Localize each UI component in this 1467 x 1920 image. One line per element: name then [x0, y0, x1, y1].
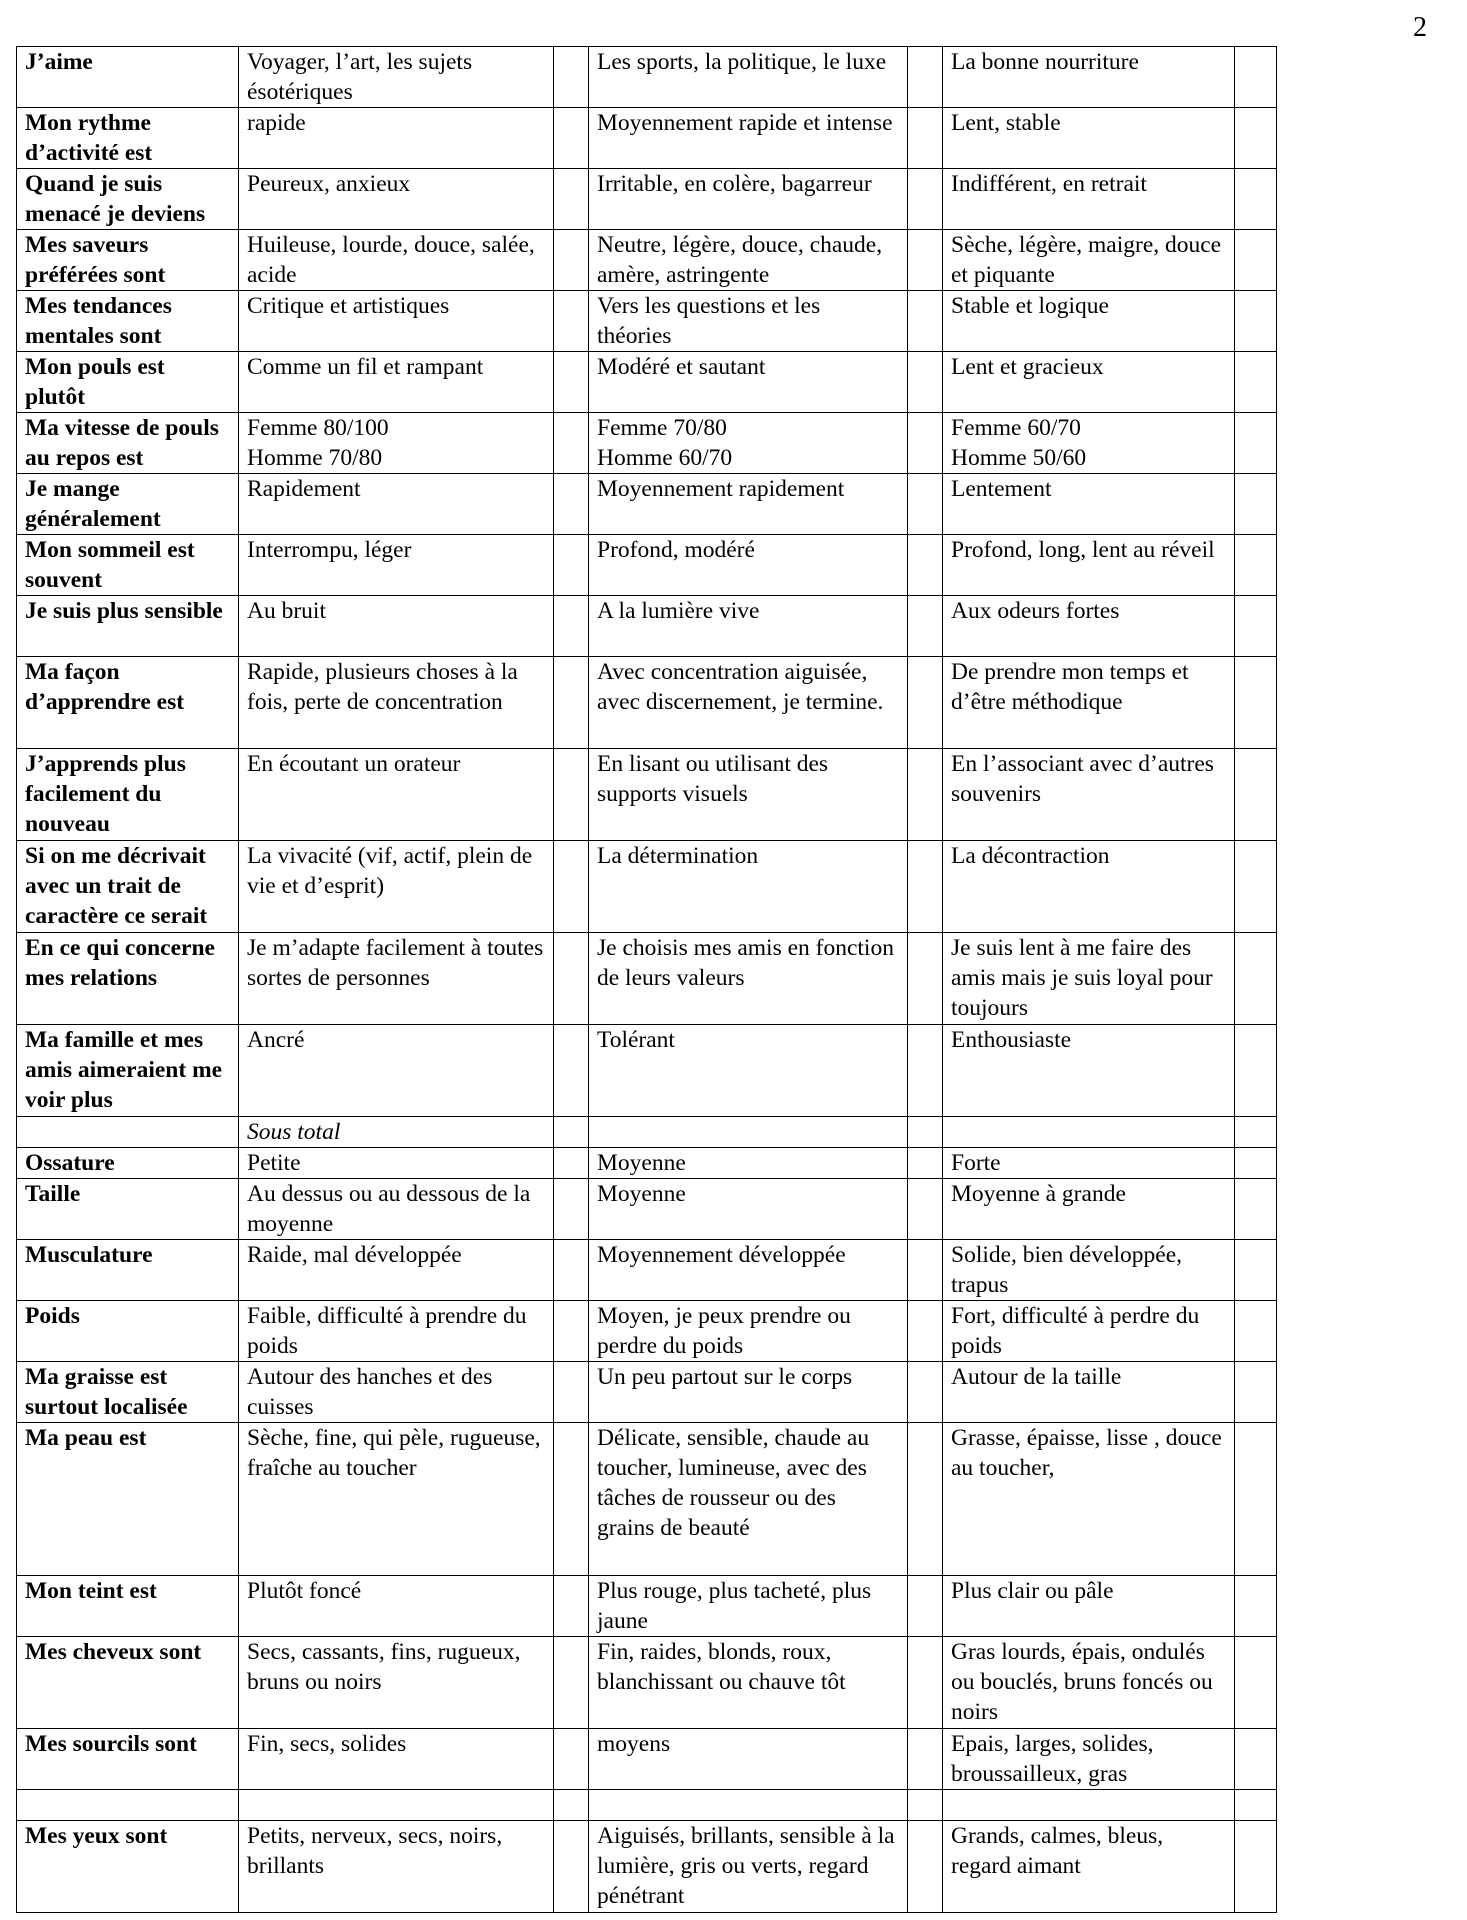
- answer-box-3[interactable]: [1235, 108, 1277, 169]
- answer-box-2[interactable]: [908, 230, 943, 291]
- page-number: 2: [1413, 12, 1427, 43]
- table-row: [17, 291, 1277, 352]
- answer-box-2[interactable]: [908, 1729, 943, 1790]
- answer-box-2[interactable]: [908, 1362, 943, 1423]
- table-row: [17, 1637, 1277, 1729]
- answer-box-1[interactable]: [554, 47, 589, 108]
- answer-box-2[interactable]: [908, 169, 943, 230]
- answer-box-1[interactable]: [554, 596, 589, 657]
- row-label: Je mange généralement: [17, 474, 239, 535]
- answer-option-1: Petite: [239, 1148, 554, 1179]
- answer-box-3[interactable]: [1235, 1301, 1277, 1362]
- row-label: Ma graisse est surtout localisée: [17, 1362, 239, 1423]
- row-label: J’aime: [17, 47, 239, 108]
- row-label: Mon rythme d’activité est: [17, 108, 239, 169]
- answer-box-3[interactable]: [1235, 1025, 1277, 1117]
- answer-box-2[interactable]: [908, 841, 943, 933]
- answer-option-3: Grasse, épaisse, lisse , douce au toucher,: [943, 1423, 1235, 1576]
- answer-box-1[interactable]: [554, 749, 589, 841]
- answer-box-3[interactable]: [1235, 1729, 1277, 1790]
- table-row: [17, 749, 1277, 841]
- answer-option-1: Femme 80/100 Homme 70/80: [239, 413, 554, 474]
- answer-option-2: Moyennement rapide et intense: [589, 108, 908, 169]
- answer-box-3[interactable]: [1235, 1790, 1277, 1821]
- answer-option-1: Ancré: [239, 1025, 554, 1117]
- answer-box-1[interactable]: [554, 230, 589, 291]
- answer-option-3: Stable et logique: [943, 291, 1235, 352]
- answer-option-2: Plus rouge, plus tacheté, plus jaune: [589, 1576, 908, 1637]
- table-row: [17, 1576, 1277, 1637]
- answer-box-1[interactable]: [554, 841, 589, 933]
- questionnaire-table: [16, 46, 1277, 1913]
- row-label: Ma façon d’apprendre est: [17, 657, 239, 749]
- table-row: [17, 933, 1277, 1025]
- answer-option-3: Aux odeurs fortes: [943, 596, 1235, 657]
- answer-box-1[interactable]: [554, 1790, 589, 1821]
- answer-box-2[interactable]: [908, 1576, 943, 1637]
- table-row: [17, 108, 1277, 169]
- row-label: Mon teint est: [17, 1576, 239, 1637]
- answer-box-1[interactable]: [554, 933, 589, 1025]
- answer-option-2: [589, 1790, 908, 1821]
- answer-option-2: Moyenne: [589, 1148, 908, 1179]
- answer-box-3[interactable]: [1235, 291, 1277, 352]
- answer-box-1[interactable]: [554, 1821, 589, 1913]
- answer-option-1: Raide, mal développée: [239, 1240, 554, 1301]
- answer-option-3: Forte: [943, 1148, 1235, 1179]
- answer-box-2[interactable]: [908, 596, 943, 657]
- table-row: [17, 1423, 1277, 1576]
- answer-box-3[interactable]: [1235, 841, 1277, 933]
- answer-option-1: Rapide, plusieurs choses à la fois, perte de concentration: [239, 657, 554, 749]
- answer-box-2[interactable]: [908, 413, 943, 474]
- table-row: [17, 1148, 1277, 1179]
- answer-option-1: La vivacité (vif, actif, plein de vie et d’esprit): [239, 841, 554, 933]
- answer-box-3[interactable]: [1235, 1148, 1277, 1179]
- answer-option-3: [943, 1117, 1235, 1148]
- answer-box-1[interactable]: [554, 169, 589, 230]
- answer-box-2[interactable]: [908, 1117, 943, 1148]
- answer-box-3[interactable]: [1235, 413, 1277, 474]
- row-label: Mes saveurs préférées sont: [17, 230, 239, 291]
- answer-box-2[interactable]: [908, 1025, 943, 1117]
- row-label: Mon sommeil est souvent: [17, 535, 239, 596]
- table-row: [17, 596, 1277, 657]
- row-label: Mes cheveux sont: [17, 1637, 239, 1729]
- answer-box-3[interactable]: [1235, 535, 1277, 596]
- answer-box-1[interactable]: [554, 1148, 589, 1179]
- answer-box-3[interactable]: [1235, 47, 1277, 108]
- answer-option-1: Interrompu, léger: [239, 535, 554, 596]
- table-row: [17, 1821, 1277, 1913]
- table-row: [17, 657, 1277, 749]
- answer-option-1: [239, 1790, 554, 1821]
- answer-box-1[interactable]: [554, 1729, 589, 1790]
- answer-box-2[interactable]: [908, 1821, 943, 1913]
- answer-option-3: Epais, larges, solides, broussailleux, gras: [943, 1729, 1235, 1790]
- answer-option-3: Gras lourds, épais, ondulés ou bouclés, bruns foncés ou noirs: [943, 1637, 1235, 1729]
- answer-option-3: Sèche, légère, maigre, douce et piquante: [943, 230, 1235, 291]
- answer-option-2: Modéré et sautant: [589, 352, 908, 413]
- answer-box-1[interactable]: [554, 413, 589, 474]
- answer-option-3: Je suis lent à me faire des amis mais je suis loyal pour toujours: [943, 933, 1235, 1025]
- answer-box-2[interactable]: [908, 352, 943, 413]
- row-label: Ma famille et mes amis aimeraient me voir plus: [17, 1025, 239, 1117]
- table-row: [17, 230, 1277, 291]
- row-label: Mes tendances mentales sont: [17, 291, 239, 352]
- answer-option-2: Moyen, je peux prendre ou perdre du poids: [589, 1301, 908, 1362]
- answer-option-2: Un peu partout sur le corps: [589, 1362, 908, 1423]
- answer-box-2[interactable]: [908, 1148, 943, 1179]
- answer-option-1: Plutôt foncé: [239, 1576, 554, 1637]
- answer-box-1[interactable]: [554, 352, 589, 413]
- answer-option-2: A la lumière vive: [589, 596, 908, 657]
- answer-box-3[interactable]: [1235, 657, 1277, 749]
- answer-box-2[interactable]: [908, 749, 943, 841]
- answer-box-2[interactable]: [908, 1301, 943, 1362]
- answer-option-1: Comme un fil et rampant: [239, 352, 554, 413]
- answer-box-2[interactable]: [908, 47, 943, 108]
- answer-option-1: Au bruit: [239, 596, 554, 657]
- answer-option-1: Petits, nerveux, secs, noirs, brillants: [239, 1821, 554, 1913]
- table-row: [17, 535, 1277, 596]
- answer-option-2: Moyennement développée: [589, 1240, 908, 1301]
- answer-box-1[interactable]: [554, 1576, 589, 1637]
- answer-box-3[interactable]: [1235, 933, 1277, 1025]
- table-row: [17, 474, 1277, 535]
- answer-box-2[interactable]: [908, 1179, 943, 1240]
- row-label: En ce qui concerne mes relations: [17, 933, 239, 1025]
- answer-option-3: Plus clair ou pâle: [943, 1576, 1235, 1637]
- answer-option-2: Fin, raides, blonds, roux, blanchissant ou chauve tôt: [589, 1637, 908, 1729]
- table-row: [17, 1790, 1277, 1821]
- answer-option-3: Moyenne à grande: [943, 1179, 1235, 1240]
- answer-box-3[interactable]: [1235, 1117, 1277, 1148]
- answer-option-1: Sèche, fine, qui pèle, rugueuse, fraîche au toucher: [239, 1423, 554, 1576]
- answer-box-3[interactable]: [1235, 596, 1277, 657]
- row-label: Ossature: [17, 1148, 239, 1179]
- answer-option-1: Faible, difficulté à prendre du poids: [239, 1301, 554, 1362]
- answer-option-2: Moyennement rapidement: [589, 474, 908, 535]
- answer-option-2: Avec concentration aiguisée, avec discernement, je termine.: [589, 657, 908, 749]
- answer-option-2: Moyenne: [589, 1179, 908, 1240]
- subtotal-label: Sous total: [239, 1117, 554, 1148]
- row-label: Ma vitesse de pouls au repos est: [17, 413, 239, 474]
- row-label: J’apprends plus facilement du nouveau: [17, 749, 239, 841]
- answer-box-2[interactable]: [908, 474, 943, 535]
- answer-option-2: Vers les questions et les théories: [589, 291, 908, 352]
- answer-box-3[interactable]: [1235, 1821, 1277, 1913]
- answer-option-2: Les sports, la politique, le luxe: [589, 47, 908, 108]
- row-label: Mes yeux sont: [17, 1821, 239, 1913]
- answer-box-3[interactable]: [1235, 749, 1277, 841]
- answer-option-1: Fin, secs, solides: [239, 1729, 554, 1790]
- answer-box-1[interactable]: [554, 291, 589, 352]
- answer-box-3[interactable]: [1235, 1423, 1277, 1576]
- answer-option-1: Autour des hanches et des cuisses: [239, 1362, 554, 1423]
- answer-box-2[interactable]: [908, 1240, 943, 1301]
- table-row: [17, 1117, 1277, 1148]
- answer-box-1[interactable]: [554, 1025, 589, 1117]
- answer-box-1[interactable]: [554, 1362, 589, 1423]
- answer-option-1: Peureux, anxieux: [239, 169, 554, 230]
- answer-box-1[interactable]: [554, 1240, 589, 1301]
- answer-option-3: Grands, calmes, bleus, regard aimant: [943, 1821, 1235, 1913]
- answer-option-1: Huileuse, lourde, douce, salée, acide: [239, 230, 554, 291]
- row-label: Musculature: [17, 1240, 239, 1301]
- table-row: [17, 1729, 1277, 1790]
- row-label: Poids: [17, 1301, 239, 1362]
- answer-box-1[interactable]: [554, 1423, 589, 1576]
- answer-box-1[interactable]: [554, 1301, 589, 1362]
- table-row: [17, 841, 1277, 933]
- answer-box-2[interactable]: [908, 1790, 943, 1821]
- row-label: Quand je suis menacé je deviens: [17, 169, 239, 230]
- row-label: [17, 1117, 239, 1148]
- answer-option-3: Fort, difficulté à perdre du poids: [943, 1301, 1235, 1362]
- answer-box-2[interactable]: [908, 657, 943, 749]
- answer-box-1[interactable]: [554, 1637, 589, 1729]
- answer-box-1[interactable]: [554, 535, 589, 596]
- answer-option-3: La décontraction: [943, 841, 1235, 933]
- table-row: [17, 169, 1277, 230]
- answer-option-3: Lentement: [943, 474, 1235, 535]
- answer-option-1: Je m’adapte facilement à toutes sortes de personnes: [239, 933, 554, 1025]
- answer-option-2: moyens: [589, 1729, 908, 1790]
- answer-option-3: En l’associant avec d’autres souvenirs: [943, 749, 1235, 841]
- answer-option-3: Profond, long, lent au réveil: [943, 535, 1235, 596]
- answer-box-1[interactable]: [554, 1117, 589, 1148]
- answer-option-1: Rapidement: [239, 474, 554, 535]
- answer-option-3: La bonne nourriture: [943, 47, 1235, 108]
- answer-option-1: En écoutant un orateur: [239, 749, 554, 841]
- answer-option-1: Voyager, l’art, les sujets ésotériques: [239, 47, 554, 108]
- row-label: Taille: [17, 1179, 239, 1240]
- answer-box-3[interactable]: [1235, 169, 1277, 230]
- answer-option-2: [589, 1117, 908, 1148]
- answer-option-2: Profond, modéré: [589, 535, 908, 596]
- answer-option-1: rapide: [239, 108, 554, 169]
- answer-box-3[interactable]: [1235, 230, 1277, 291]
- row-label: Ma peau est: [17, 1423, 239, 1576]
- answer-box-3[interactable]: [1235, 352, 1277, 413]
- answer-option-2: Irritable, en colère, bagarreur: [589, 169, 908, 230]
- answer-option-2: Neutre, légère, douce, chaude, amère, astringente: [589, 230, 908, 291]
- answer-option-2: Tolérant: [589, 1025, 908, 1117]
- answer-box-3[interactable]: [1235, 1637, 1277, 1729]
- table-row: [17, 1179, 1277, 1240]
- answer-option-3: Lent et gracieux: [943, 352, 1235, 413]
- answer-option-3: Autour de la taille: [943, 1362, 1235, 1423]
- answer-box-3[interactable]: [1235, 1179, 1277, 1240]
- answer-box-2[interactable]: [908, 933, 943, 1025]
- table-row: [17, 413, 1277, 474]
- answer-option-3: Indifférent, en retrait: [943, 169, 1235, 230]
- row-label: Si on me décrivait avec un trait de caractère ce serait: [17, 841, 239, 933]
- answer-option-1: Critique et artistiques: [239, 291, 554, 352]
- answer-box-3[interactable]: [1235, 1576, 1277, 1637]
- row-label: Mes sourcils sont: [17, 1729, 239, 1790]
- table-row: [17, 47, 1277, 108]
- answer-option-3: De prendre mon temps et d’être méthodique: [943, 657, 1235, 749]
- answer-box-3[interactable]: [1235, 1240, 1277, 1301]
- answer-box-3[interactable]: [1235, 474, 1277, 535]
- answer-option-1: Au dessus ou au dessous de la moyenne: [239, 1179, 554, 1240]
- answer-option-2: Je choisis mes amis en fonction de leurs valeurs: [589, 933, 908, 1025]
- answer-box-2[interactable]: [908, 1637, 943, 1729]
- answer-box-1[interactable]: [554, 474, 589, 535]
- table-row: [17, 352, 1277, 413]
- answer-box-3[interactable]: [1235, 1362, 1277, 1423]
- answer-box-1[interactable]: [554, 1179, 589, 1240]
- answer-box-2[interactable]: [908, 291, 943, 352]
- answer-option-3: Enthousiaste: [943, 1025, 1235, 1117]
- table-row: [17, 1301, 1277, 1362]
- answer-option-2: Délicate, sensible, chaude au toucher, lumineuse, avec des tâches de rousseur ou des grains de beauté: [589, 1423, 908, 1576]
- answer-option-3: Solide, bien développée, trapus: [943, 1240, 1235, 1301]
- table-row: [17, 1025, 1277, 1117]
- table-row: [17, 1240, 1277, 1301]
- answer-box-2[interactable]: [908, 1423, 943, 1576]
- answer-box-1[interactable]: [554, 657, 589, 749]
- answer-option-3: Femme 60/70 Homme 50/60: [943, 413, 1235, 474]
- answer-option-2: La détermination: [589, 841, 908, 933]
- answer-box-2[interactable]: [908, 108, 943, 169]
- answer-box-2[interactable]: [908, 535, 943, 596]
- row-label: [17, 1790, 239, 1821]
- answer-box-1[interactable]: [554, 108, 589, 169]
- row-label: Mon pouls est plutôt: [17, 352, 239, 413]
- answer-option-1: Secs, cassants, fins, rugueux, bruns ou noirs: [239, 1637, 554, 1729]
- answer-option-2: Aiguisés, brillants, sensible à la lumière, gris ou verts, regard pénétrant: [589, 1821, 908, 1913]
- row-label: Je suis plus sensible: [17, 596, 239, 657]
- answer-option-2: Femme 70/80 Homme 60/70: [589, 413, 908, 474]
- answer-option-3: Lent, stable: [943, 108, 1235, 169]
- table-row: [17, 1362, 1277, 1423]
- answer-option-3: [943, 1790, 1235, 1821]
- answer-option-2: En lisant ou utilisant des supports visuels: [589, 749, 908, 841]
